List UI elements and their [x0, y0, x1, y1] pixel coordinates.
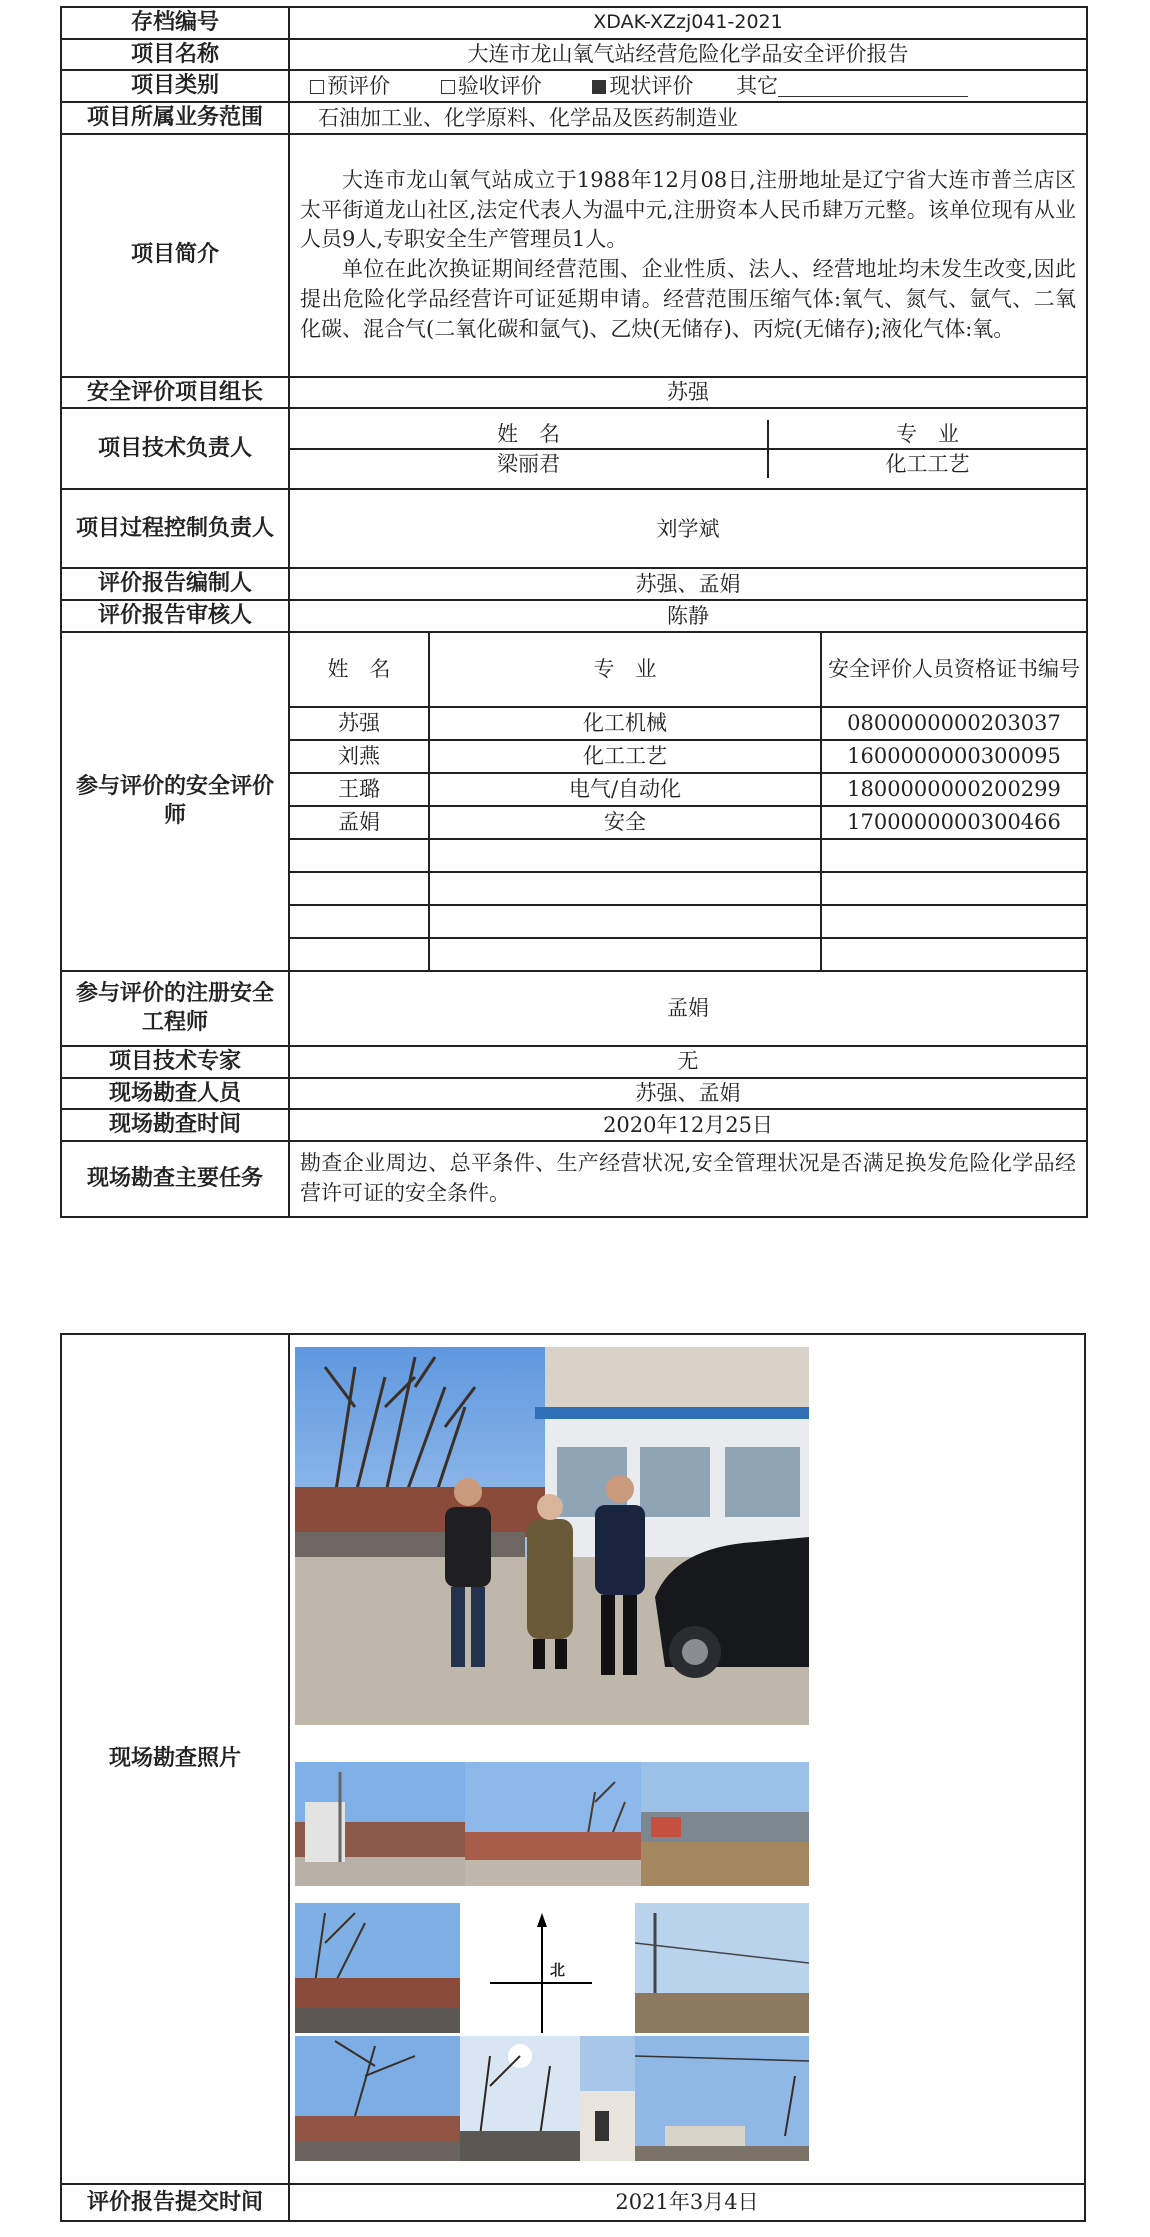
intro-paragraph-1: 大连市龙山氧气站成立于1988年12月08日,注册地址是辽宁省大连市普兰店区太平街道龙山社区,法定代表人为温中元,注册资本人民币肆万元整。该单位现有从业人员9人,专职安全生产管理员1人。	[300, 167, 1077, 252]
evaluator-name: 刘燕	[289, 740, 429, 773]
evaluators-name-header: 姓 名	[289, 632, 429, 707]
site-photo-row3-c-image	[580, 2036, 635, 2161]
evaluator-cert: 1800000000200299	[821, 773, 1087, 806]
evaluators-major-header: 专 业	[429, 632, 821, 707]
project-type-label: 项目类别	[61, 70, 289, 102]
site-photo-row3-a-image	[295, 2036, 460, 2161]
site-photo-row1-c	[641, 1762, 809, 1886]
site-photo-row2-c-image	[635, 1903, 809, 2033]
survey-time-value: 2020年12月25日	[289, 1109, 1087, 1141]
business-scope-value: 石油加工业、化学原料、化学品及医药制造业	[289, 102, 1087, 134]
intro-paragraph-2: 单位在此次换证期间经营范围、企业性质、法人、经营地址均未发生改变,因此提出危险化学品经营许可证延期申请。经营范围压缩气体:氧气、氮气、氩气、二氧化碳、混合气(二氧化碳和氩气)、乙炔(无储存)、丙烷(无储存);液化气体:氧。	[300, 257, 1077, 341]
evaluator-name: 孟娟	[289, 806, 429, 839]
option-current-label: 现状评价	[609, 74, 694, 99]
site-photo-row2-c	[635, 1903, 809, 2033]
site-photo-row3-b-image	[460, 2036, 580, 2161]
checkbox-acceptance	[441, 80, 455, 94]
site-photo-main-image	[295, 1347, 809, 1725]
submit-time-label: 评价报告提交时间	[61, 2184, 289, 2221]
site-photo-main	[295, 1347, 809, 1725]
site-photo-row1-c-image	[641, 1762, 809, 1886]
site-photo-row1-a-image	[295, 1762, 465, 1886]
site-photo-row3-d-image	[635, 2036, 809, 2161]
site-photo-row1-a	[295, 1762, 465, 1886]
site-photo-row3-a	[295, 2036, 460, 2161]
tech-lead-major: 化工工艺	[885, 451, 970, 476]
site-photo-row3-c	[580, 2036, 635, 2161]
compass-area	[460, 1903, 635, 2033]
project-type-options	[289, 70, 1087, 102]
evaluator-major: 电气/自动化	[429, 773, 821, 806]
reg-engineer-label: 参与评价的注册安全工程师	[61, 971, 289, 1046]
tech-lead-major-header: 专 业	[768, 420, 1086, 449]
evaluator-name: 王璐	[289, 773, 429, 806]
tech-lead-label: 项目技术负责人	[61, 408, 289, 489]
option-other-label: 其它	[736, 74, 779, 99]
tech-lead-name-header: 姓 名	[290, 420, 768, 449]
evaluator-cert: 1700000000300466	[821, 806, 1087, 839]
team-leader-value: 苏强	[289, 377, 1087, 409]
team-leader-label: 安全评价项目组长	[61, 377, 289, 409]
reg-engineer-value: 孟娟	[289, 971, 1087, 1046]
process-control-value: 刘学斌	[289, 489, 1087, 568]
archive-no-label: 存档编号	[61, 7, 289, 39]
survey-task-value: 勘查企业周边、总平条件、生产经营状况,安全管理状况是否满足换发危险化学品经营许可证的安全条件。	[289, 1141, 1087, 1217]
submit-time-value: 2021年3月4日	[289, 2184, 1085, 2221]
survey-staff-label: 现场勘查人员	[61, 1078, 289, 1110]
site-photo-row3-d	[635, 2036, 809, 2161]
checkbox-pre	[310, 80, 324, 94]
intro-label: 项目简介	[61, 134, 289, 377]
compass-north-label: 北	[550, 1961, 566, 1979]
project-name-value: 大连市龙山氧气站经营危险化学品安全评价报告	[289, 39, 1087, 71]
evaluators-cert-header: 安全评价人员资格证书编号	[821, 632, 1087, 707]
reviewer-value: 陈静	[289, 600, 1087, 632]
evaluator-major: 化工机械	[429, 707, 821, 740]
site-photo-row1-b-image	[465, 1762, 641, 1886]
evaluator-cert: 1600000000300095	[821, 740, 1087, 773]
project-name-label: 项目名称	[61, 39, 289, 71]
tech-expert-value: 无	[289, 1046, 1087, 1078]
evaluators-label: 参与评价的安全评价师	[61, 632, 289, 971]
site-photo-row2-a-image	[295, 1903, 460, 2033]
reviewer-label: 评价报告审核人	[61, 600, 289, 632]
tech-lead-subtable	[290, 420, 1086, 479]
site-photo-row2-a	[295, 1903, 460, 2033]
survey-time-label: 现场勘查时间	[61, 1109, 289, 1141]
archive-no-value: XDAK-XZzj041-2021	[289, 7, 1087, 39]
intro-text	[289, 134, 1087, 377]
tech-lead-name: 梁丽君	[290, 449, 768, 478]
option-pre-label: 预评价	[327, 74, 390, 99]
compass-icon	[460, 1903, 635, 2033]
site-photo-row3-b	[460, 2036, 580, 2161]
evaluator-major: 化工工艺	[429, 740, 821, 773]
checkbox-current-checked	[592, 80, 606, 94]
evaluator-name: 苏强	[289, 707, 429, 740]
evaluator-major: 安全	[429, 806, 821, 839]
business-scope-label: 项目所属业务范围	[61, 102, 289, 134]
survey-staff-value: 苏强、孟娟	[289, 1078, 1087, 1110]
compiler-label: 评价报告编制人	[61, 568, 289, 600]
survey-task-label: 现场勘查主要任务	[61, 1141, 289, 1217]
site-photo-row1-b	[465, 1762, 641, 1886]
other-underline	[778, 76, 968, 97]
process-control-label: 项目过程控制负责人	[61, 489, 289, 568]
survey-photos-label: 现场勘查照片	[61, 1334, 289, 2184]
evaluator-cert: 0800000000203037	[821, 707, 1087, 740]
info-table	[60, 6, 1088, 1218]
compiler-value: 苏强、孟娟	[289, 568, 1087, 600]
tech-expert-label: 项目技术专家	[61, 1046, 289, 1078]
option-acceptance-label: 验收评价	[457, 74, 542, 99]
